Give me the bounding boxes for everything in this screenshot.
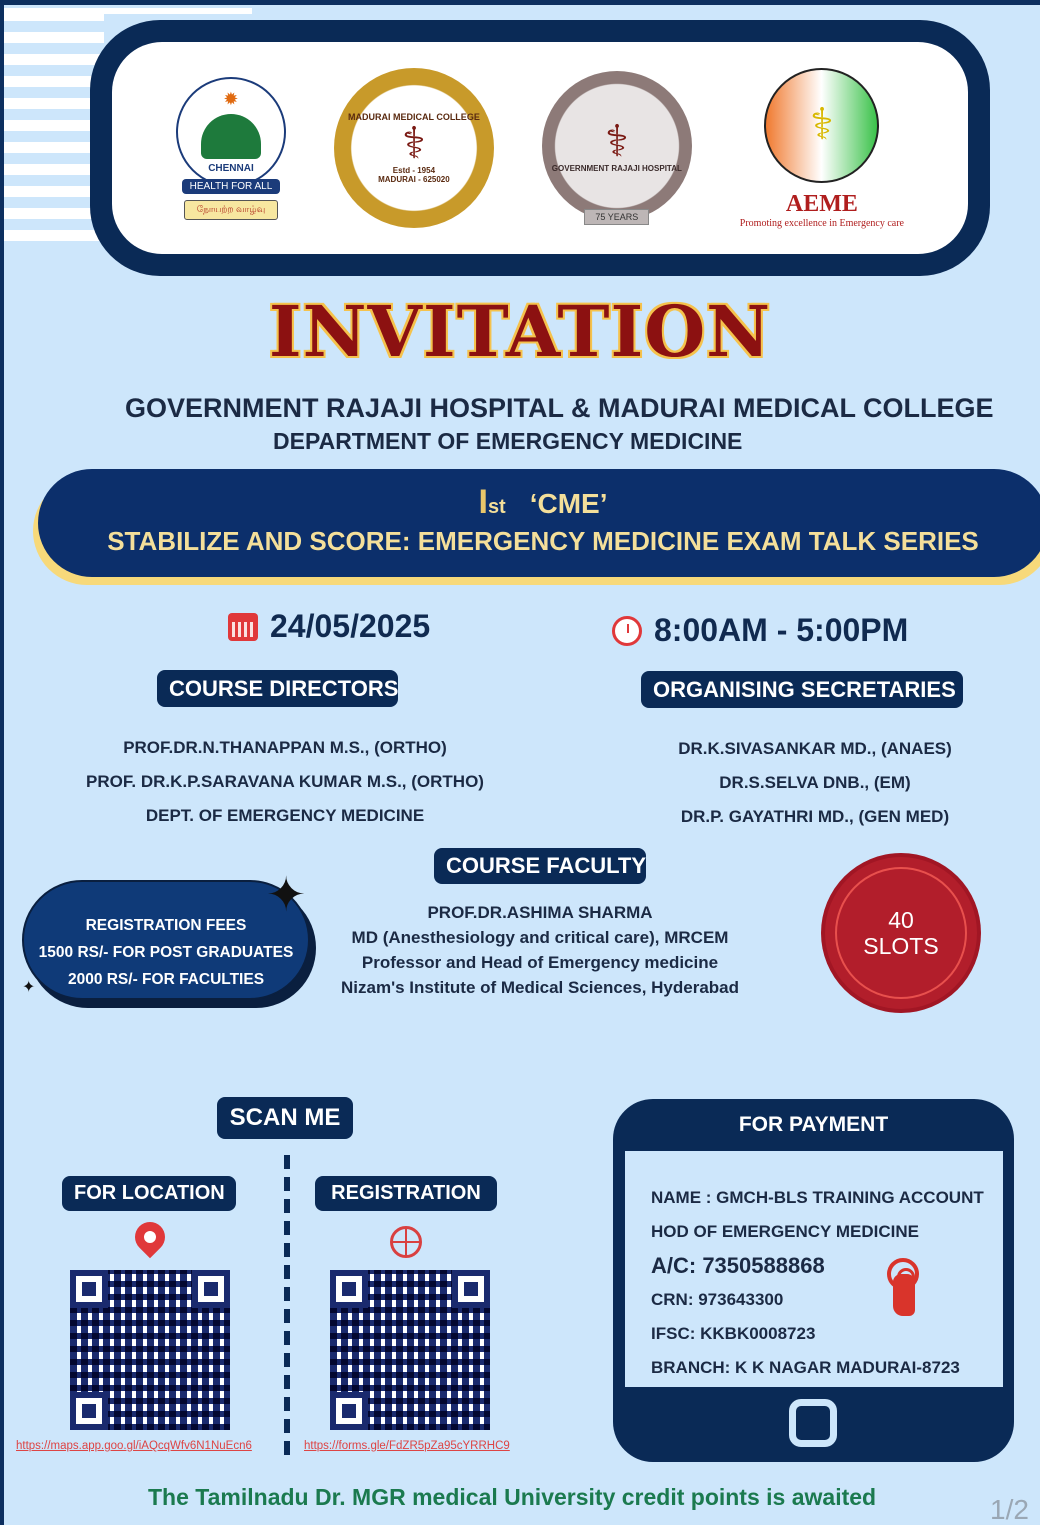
aeme-logo (740, 68, 904, 229)
payment-title: FOR PAYMENT (738, 1113, 889, 1136)
event-time (612, 612, 908, 649)
cme-banner (38, 469, 1040, 577)
dashed-divider (284, 1155, 290, 1455)
logo-bottom-text: MADURAI - 625020 (378, 175, 450, 184)
faculty-position: Professor and Head of Emergency medicine (361, 953, 719, 972)
director-department: DEPT. OF EMERGENCY MEDICINE (145, 806, 425, 825)
event-date (228, 608, 430, 645)
location-qr-code[interactable] (70, 1270, 230, 1430)
payment-phone-card (613, 1099, 1014, 1462)
credit-points-note: The Tamilnadu Dr. MGR medical University credit points is awaited (148, 1484, 877, 1510)
course-directors-list (60, 731, 510, 833)
organization-name: GOVERNMENT RAJAJI HOSPITAL & MADURAI MEDICAL COLLEGE (125, 393, 994, 423)
logo-ribbon: நோயற்ற வாழ்வு (184, 200, 279, 220)
fee-postgraduates: 1500 RS/- FOR POST GRADUATES (38, 944, 294, 961)
logo-panel (112, 42, 968, 254)
logo-ring-text: MADURAI MEDICAL COLLEGE (347, 112, 480, 122)
caduceus-icon: ⚕ (402, 119, 426, 168)
date-value: 24/05/2025 (270, 608, 431, 644)
registration-qr-code[interactable] (330, 1270, 490, 1430)
caduceus-icon: ⚕ (809, 100, 834, 149)
ordinal-suffix: st (487, 496, 506, 518)
slots-seal (825, 857, 977, 1009)
fee-faculties: 2000 RS/- FOR FACULTIES (67, 971, 265, 988)
invitation-title: INVITATION (268, 290, 772, 373)
department-name: DEPARTMENT OF EMERGENCY MEDICINE (273, 428, 743, 454)
decorative-stripes (4, 10, 104, 255)
logo-estd: Estd - 1954 (392, 166, 436, 175)
faculty-name: PROF.DR.ASHIMA SHARMA (427, 903, 653, 922)
logo-years-banner: 75 YEARS (584, 209, 649, 225)
madurai-medical-college-logo (334, 68, 494, 228)
globe-icon (390, 1226, 422, 1258)
account-number: A/C: 7350588868 (651, 1253, 825, 1278)
alarm-clock-icon (612, 616, 642, 646)
faculty-institution: Nizam's Institute of Medical Sciences, Hyderabad (341, 978, 739, 997)
slots-count: 40 (888, 907, 914, 933)
mgr-university-logo (176, 77, 286, 220)
secretary-name: DR.S.SELVA DNB., (EM) (719, 773, 911, 792)
course-directors-heading: COURSE DIRECTORS (157, 670, 398, 707)
organising-secretaries-list (630, 732, 1000, 834)
course-faculty-details (340, 900, 740, 1000)
government-rajaji-hospital-logo (542, 71, 692, 225)
location-pin-icon (129, 1216, 171, 1258)
director-name: PROF. DR.K.P.SARAVANA KUMAR M.S., (ORTHO) (86, 772, 484, 791)
payment-details (625, 1151, 1003, 1387)
secretary-name: DR.K.SIVASANKAR MD., (ANAES) (678, 739, 952, 758)
registration-heading: REGISTRATION (315, 1176, 497, 1211)
banyan-tree-icon (201, 114, 261, 159)
small-star-icon: ✦ (22, 979, 36, 996)
ifsc-code: IFSC: KKBK0008723 (651, 1324, 816, 1343)
logo-city: CHENNAI (208, 163, 254, 174)
account-holder: HOD OF EMERGENCY MEDICINE (651, 1222, 919, 1241)
logo-ring-text: GOVERNMENT RAJAJI HOSPITAL (551, 163, 682, 173)
event-type: ‘CME’ (529, 488, 608, 519)
account-name: NAME : GMCH-BLS TRAINING ACCOUNT (651, 1188, 984, 1207)
page-border-top (0, 0, 1040, 5)
aeme-tagline: Promoting excellence in Emergency care (739, 217, 904, 229)
phone-home-button-icon (789, 1399, 837, 1447)
event-theme: STABILIZE AND SCORE: EMERGENCY MEDICINE EXAM TALK SERIES (107, 526, 979, 556)
branch-name: BRANCH: K K NAGAR MADURAI-8723 (651, 1358, 960, 1377)
scan-me-heading: SCAN ME (217, 1097, 353, 1139)
location-link[interactable]: https://maps.app.goo.gl/iAQcqWfv6N1NuEcn6 (16, 1440, 252, 1452)
caduceus-icon: ⚕ (604, 116, 629, 166)
secretary-name: DR.P. GAYATHRI MD., (GEN MED) (680, 807, 950, 826)
calendar-icon (228, 613, 258, 641)
torch-icon: Ɩ (478, 483, 488, 521)
faculty-qualification: MD (Anesthesiology and critical care), MRCEM (351, 928, 729, 947)
director-name: PROF.DR.N.THANAPPAN M.S., (ORTHO) (123, 738, 447, 757)
aeme-title: AEME (785, 190, 858, 217)
organising-secretaries-heading: ORGANISING SECRETARIES (641, 671, 963, 708)
page-indicator: 1/2 (990, 1494, 1029, 1525)
sun-icon: ✹ (223, 89, 239, 109)
sparkle-star-icon: ✦ (266, 869, 307, 922)
logo-band (90, 20, 990, 276)
registration-link[interactable]: https://forms.gle/FdZR5pZa95cYRRHC9 (304, 1440, 510, 1452)
registration-fees-title: REGISTRATION FEES (85, 917, 247, 934)
course-faculty-heading: COURSE FACULTY (434, 848, 646, 884)
slots-label: SLOTS (863, 933, 939, 959)
tap-hand-icon (885, 1258, 921, 1316)
time-value: 8:00AM - 5:00PM (654, 612, 909, 648)
crn-number: CRN: 973643300 (651, 1290, 784, 1309)
logo-banner: HEALTH FOR ALL (182, 179, 281, 194)
for-location-heading: FOR LOCATION (62, 1176, 236, 1211)
